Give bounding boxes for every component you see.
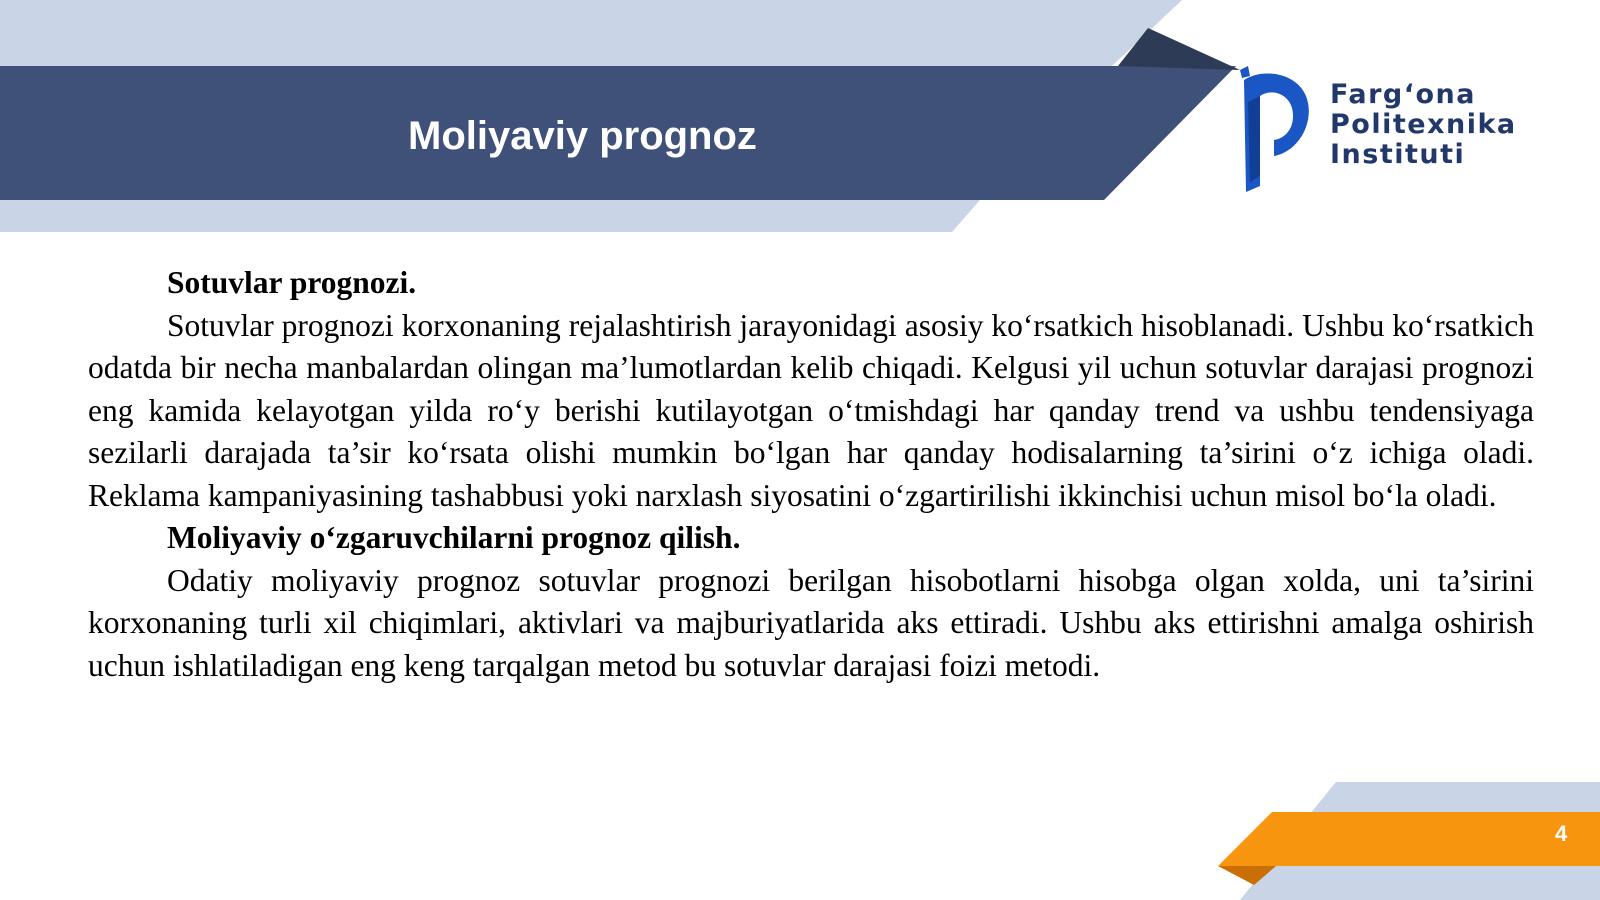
bottom-light-band [0, 200, 980, 232]
footer-orange-band [1218, 812, 1600, 866]
section-heading-financial-variables: Moliyaviy o‘zgaruvchilarni prognoz qilish. [167, 520, 741, 555]
slide-title: Moliyaviy prognoz [408, 114, 757, 158]
paragraph-sales-forecast: Sotuvlar prognozi korxonaning rejalashtirish jarayonidagi asosiy ko‘rsatkich hisoblanadi. Ushbu ko‘rsatkich odatda bir necha manbalardan olingan ma’lumotlardan kelib chiqadi. Kelgusi yil uchun sotuvlar darajasi prognozi eng kamida kelayotgan yilda ro‘y berishi kutilayotgan o‘tmishdagi har qanday trend va ushbu tendensiyaga sezilarli darajada ta’sir ko‘rsata olishi mumkin bo‘lgan har qanday hodisalarning ta’sirini o‘z ichiga oladi. Reklama kampaniyasining tashabbusi yoki narxlash siyosatini o‘zgartirilishi ikkinchisi uchun misol bo‘la oladi. [88, 307, 1534, 513]
institute-logo-icon [1238, 66, 1318, 192]
section-heading-sales-forecast: Sotuvlar prognozi. [167, 265, 417, 300]
logo-line-2: Politexnika [1330, 109, 1517, 140]
logo-line-3: Instituti [1330, 139, 1466, 170]
slide-body [88, 262, 1534, 687]
logo-line-1: Farg‘ona [1330, 79, 1476, 110]
page-number: 4 [1555, 821, 1568, 846]
paragraph-financial-variables: Odatiy moliyaviy prognoz sotuvlar prognozi berilgan hisobotlarni hisobga olgan xolda, uni ta’sirini korxonaning turli xil chiqimlari, aktivlari va majburiyatlarida aks ettiradi. Ushbu aks ettirishni amalga oshirish uchun ishlatiladigan eng keng tarqalgan metod bu sotuvlar darajasi foizi metodi. [88, 562, 1534, 683]
top-light-band [0, 0, 1182, 66]
institute-logo-text [1330, 80, 1517, 170]
